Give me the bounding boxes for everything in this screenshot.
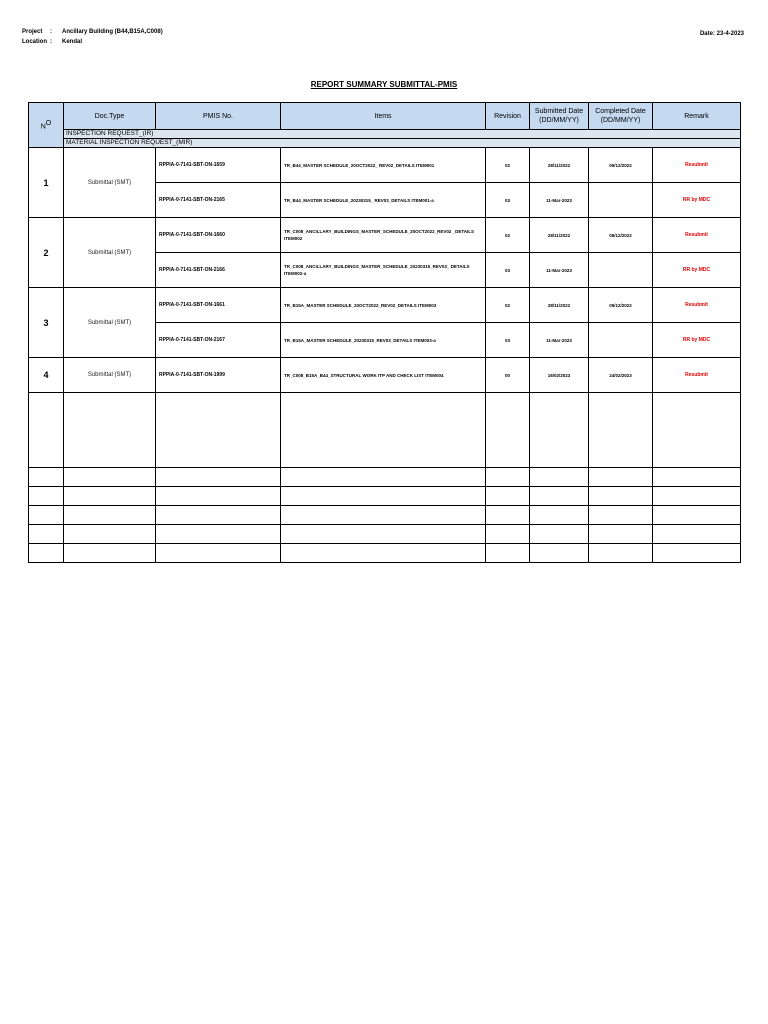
completed-date-cell <box>589 253 653 288</box>
project-row <box>22 27 163 37</box>
empty-row <box>29 393 741 468</box>
location-label: Location <box>22 39 47 45</box>
revision-cell: 02 <box>486 218 530 253</box>
col-header-submitted-date: Submitted Date (DD/MM/YY) <box>530 103 589 130</box>
pmis-no-cell: RPPIA-0-7141-SBT-ON-2167 <box>156 323 281 358</box>
col-header-revision: Revision <box>486 103 530 130</box>
remark-cell: Resubmit <box>653 218 741 253</box>
completed-date-cell: 24/02/2023 <box>589 358 653 393</box>
row-number: 2 <box>29 218 64 288</box>
remark-cell: RR by MDC <box>653 253 741 288</box>
table-header-row <box>29 103 741 130</box>
items-cell: TR_B44_MASTER SCHEDULE_20OCT2022_ REV02_DETAILS ITEM001 <box>281 148 486 183</box>
col-header-doc-type: Doc.Type <box>64 103 156 130</box>
revision-cell: 03 <box>486 253 530 288</box>
submitted-date-cell: 11-Mar-2023 <box>530 323 589 358</box>
completed-date-cell: 05/12/2022 <box>589 218 653 253</box>
report-title: REPORT SUMMARY SUBMITTAL-PMIS <box>310 80 458 89</box>
pmis-no-cell: RPPIA-0-7141-SBT-ON-1661 <box>156 288 281 323</box>
col-header-no: $N^O$ <box>29 103 64 148</box>
location-row <box>22 37 163 47</box>
completed-date-cell: 05/12/2022 <box>589 148 653 183</box>
submitted-date-cell: 28/11/2022 <box>530 218 589 253</box>
remark-cell: Resubmit <box>653 358 741 393</box>
project-label: Project <box>22 29 43 35</box>
pmis-no-cell: RPPIA-0-7141-SBT-ON-1659 <box>156 148 281 183</box>
project-info <box>22 27 163 47</box>
empty-row <box>29 487 741 506</box>
pmis-no-cell: RPPIA-0-7141-SBT-ON-1999 <box>156 358 281 393</box>
row-number: 1 <box>29 148 64 218</box>
col-header-remark: Remark <box>653 103 741 130</box>
location-colon: : <box>50 39 52 45</box>
doc-type-cell: Submittal (SMT) <box>64 288 156 358</box>
completed-date-cell: 05/12/2022 <box>589 288 653 323</box>
row-number: 3 <box>29 288 64 358</box>
empty-row <box>29 506 741 525</box>
empty-row <box>29 525 741 544</box>
remark-cell: Resubmit <box>653 148 741 183</box>
completed-date-cell <box>589 183 653 218</box>
submitted-date-cell: 28/11/2022 <box>530 148 589 183</box>
submitted-date-cell: 28/11/2022 <box>530 288 589 323</box>
table-row <box>29 218 741 253</box>
doc-type-cell: Submittal (SMT) <box>64 358 156 393</box>
col-header-completed-date: Completed Date (DD/MM/YY) <box>589 103 653 130</box>
col-header-pmis-no: PMIS No. <box>156 103 281 130</box>
completed-date-cell <box>589 323 653 358</box>
project-colon: : <box>50 29 52 35</box>
items-cell: TR_C008_ANCILLARY_BUILDINGS_MASTER_SCHEDULE_20230315_REV03_ DETAILS ITEM002-a <box>281 253 486 288</box>
revision-cell: 00 <box>486 358 530 393</box>
remark-cell: RR by MDC <box>653 183 741 218</box>
revision-cell: 03 <box>486 183 530 218</box>
remark-cell: RR by MDC <box>653 323 741 358</box>
submittal-table <box>28 102 741 563</box>
location-value: Kendal <box>62 39 83 45</box>
band-inspection-request: INSPECTION REQUEST_(IR) <box>29 130 741 139</box>
items-cell: TR_C008_ANCILLARY_BUILDINGS_MASTER_SCHEDULE_20OCT2022_REV02 _DETAILS ITEM002 <box>281 218 486 253</box>
submitted-date-cell: 16/02/2023 <box>530 358 589 393</box>
doc-type-cell: Submittal (SMT) <box>64 148 156 218</box>
pmis-no-cell: RPPIA-0-7141-SBT-ON-2165 <box>156 183 281 218</box>
table-row <box>29 148 741 183</box>
revision-cell: 02 <box>486 288 530 323</box>
remark-cell: Resubmit <box>653 288 741 323</box>
col-header-items: Items <box>281 103 486 130</box>
date-label: Date: <box>699 31 715 37</box>
submitted-date-cell: 11-Mar-2023 <box>530 183 589 218</box>
items-cell: TR_B15A_MASTER SCHEDULE_20230315_REV03_DETAILS ITEM003-a <box>281 323 486 358</box>
row-number: 4 <box>29 358 64 393</box>
revision-cell: 03 <box>486 323 530 358</box>
submitted-date-cell: 11-Mar-2023 <box>530 253 589 288</box>
pmis-no-cell: RPPIA-0-7141-SBT-ON-2166 <box>156 253 281 288</box>
report-date <box>700 29 744 39</box>
date-value: 23-4-2023 <box>716 31 744 37</box>
revision-cell: 02 <box>486 148 530 183</box>
empty-row <box>29 468 741 487</box>
doc-type-cell: Submittal (SMT) <box>64 218 156 288</box>
band-material-inspection-request: MATERIAL INSPECTION REQUEST_(MIR) <box>29 139 741 148</box>
empty-row <box>29 544 741 563</box>
table-row <box>29 288 741 323</box>
items-cell: TR_C008_B15A_B44_STRUCTURAL WORK ITP AND CHECK LIST ITEM004 <box>281 358 486 393</box>
project-value: Ancillary Building (B44,B15A,C008) <box>62 29 163 35</box>
pmis-no-cell: RPPIA-0-7141-SBT-ON-1660 <box>156 218 281 253</box>
table-row <box>29 358 741 393</box>
items-cell: TR_B44_MASTER SCHEDULE_20230315_ REV03_DETAILS ITEM001-a <box>281 183 486 218</box>
items-cell: TR_B15A_MASTER SCHEDULE_20OCT2022_REV02_DETAILS ITEM003 <box>281 288 486 323</box>
